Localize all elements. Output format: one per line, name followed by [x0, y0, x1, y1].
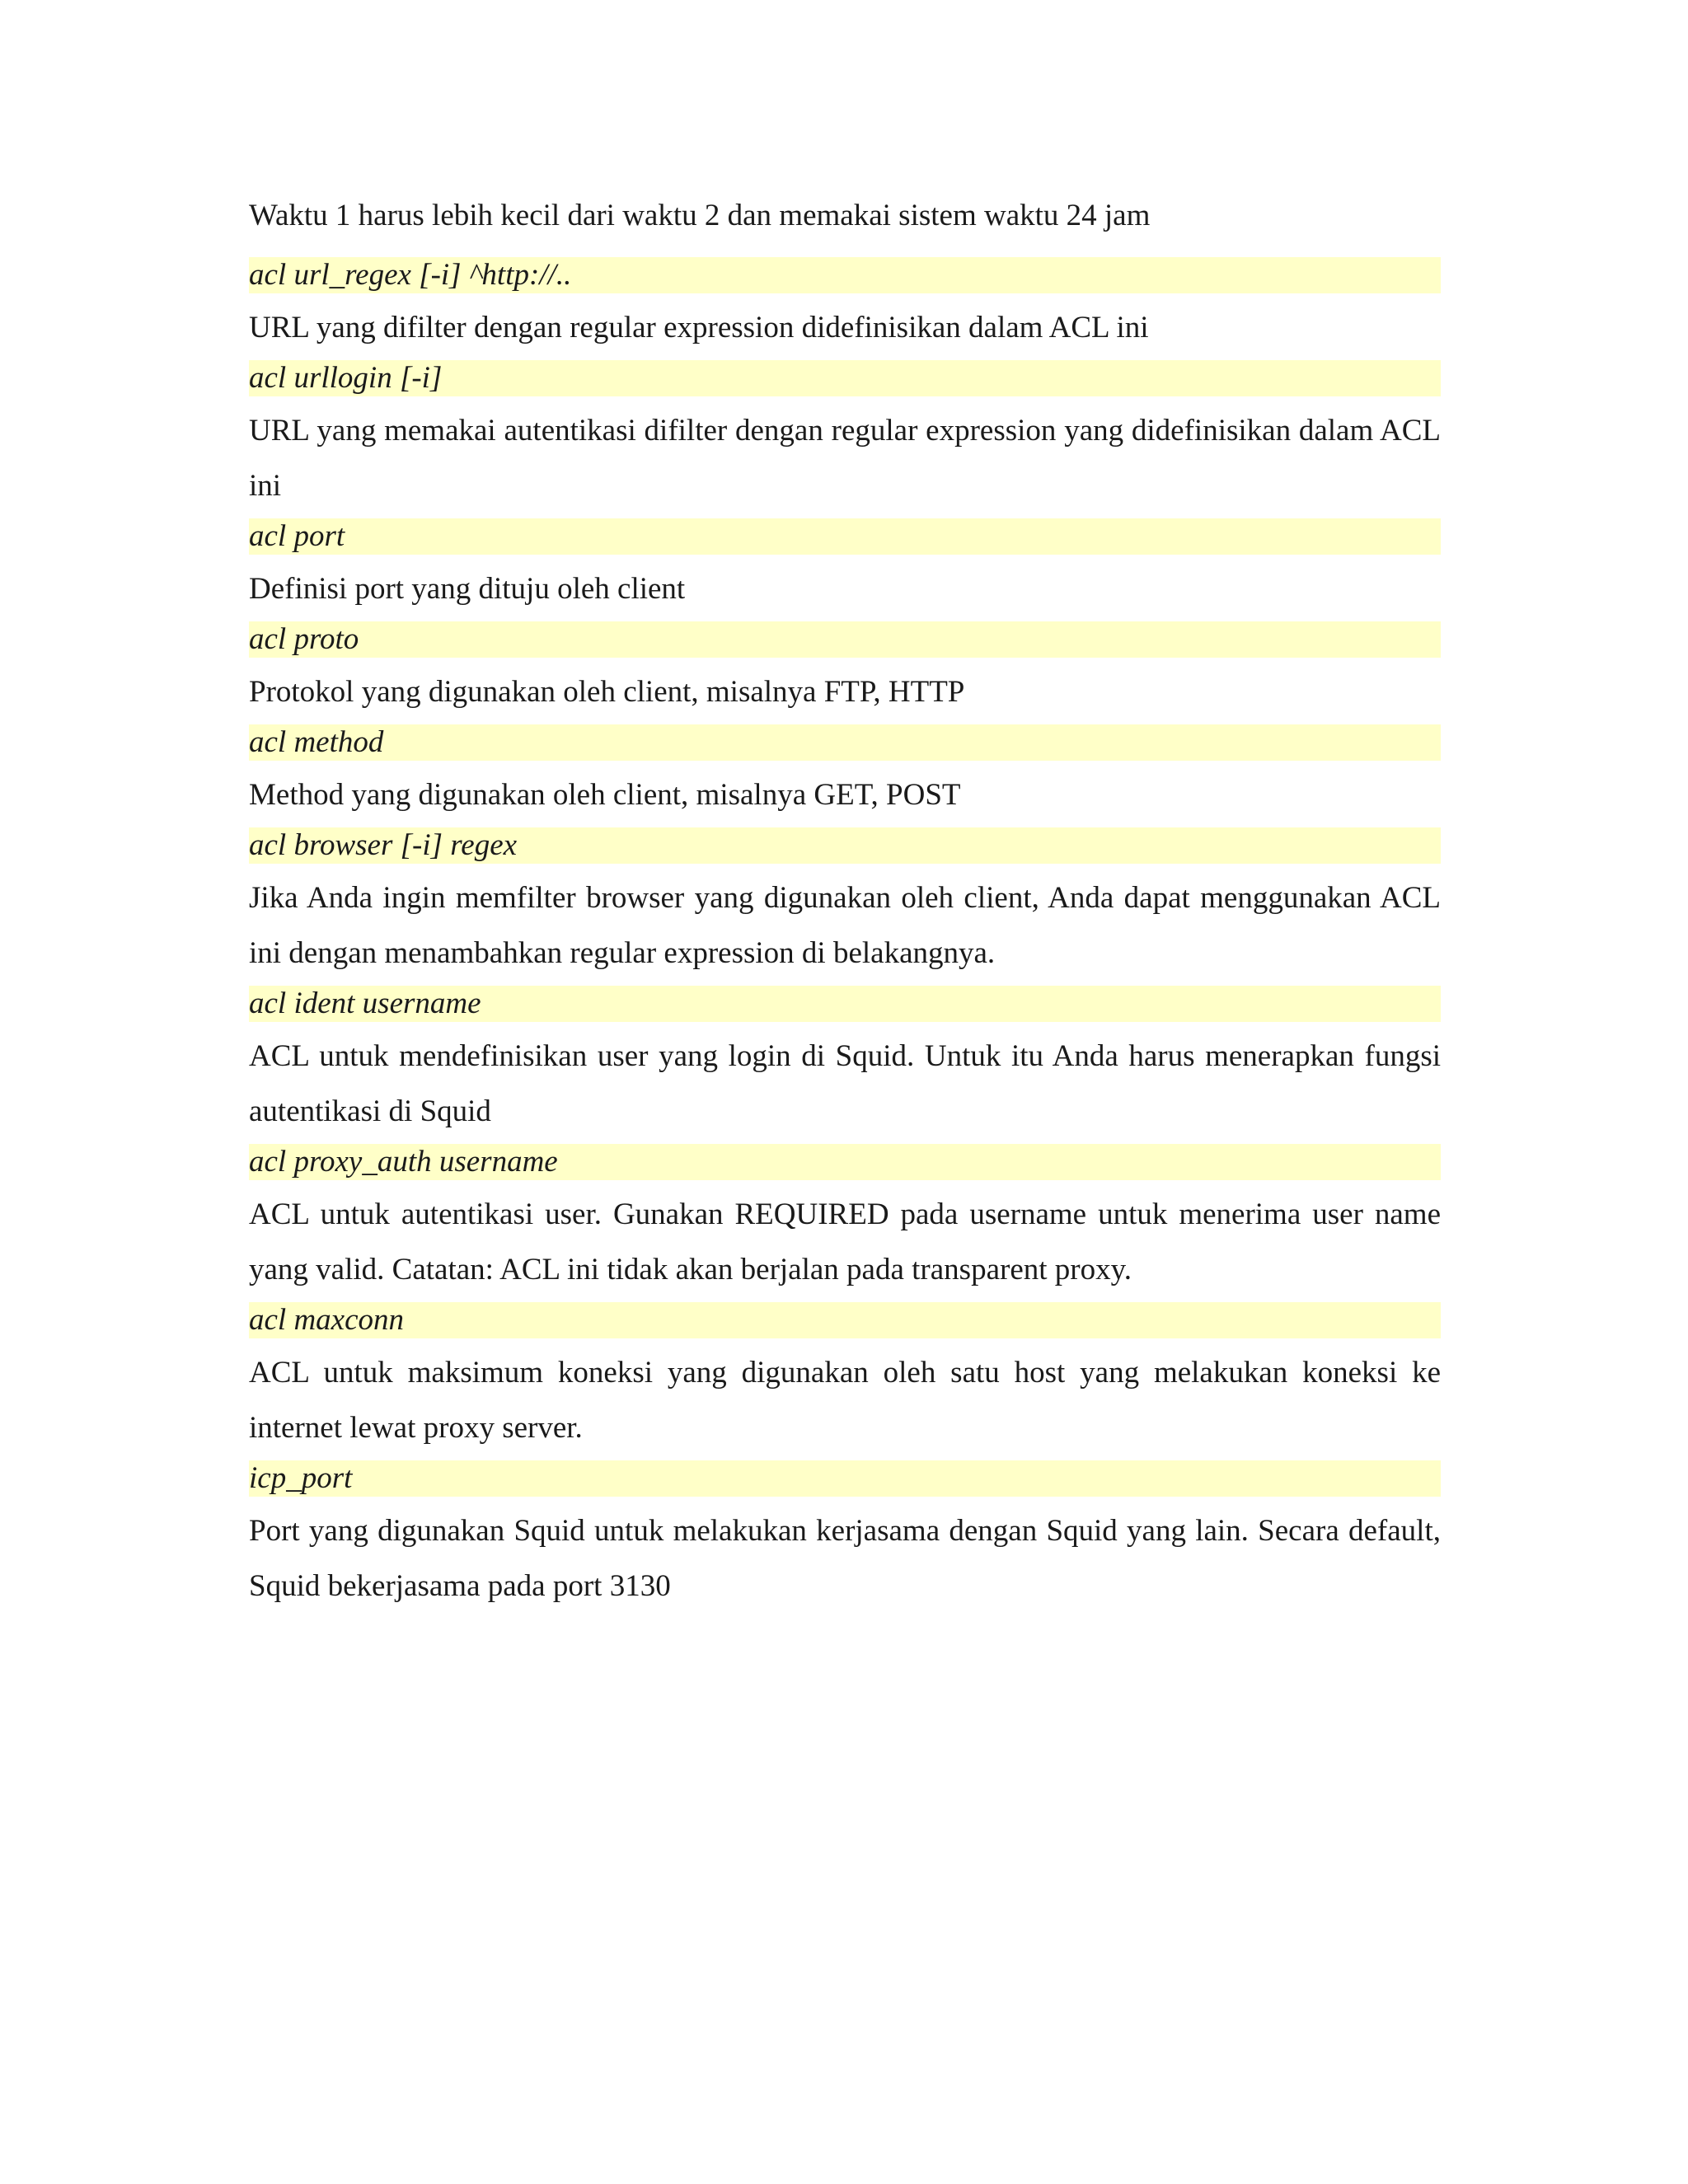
entry-description: Jika Anda ingin memfilter browser yang digunakan oleh client, Anda dapat menggunakan ACL ini dengan menambahkan regular expression di belakangnya.: [249, 881, 1441, 970]
entry-urllogin: [249, 360, 1441, 513]
entry-term: acl url_regex [-i] ^http://..: [249, 257, 1441, 293]
entry-description: URL yang memakai autentikasi difilter dengan regular expression yang didefinisikan dalam ACL ini: [249, 414, 1441, 503]
entry-port: [249, 518, 1441, 616]
entry-term: acl urllogin [-i]: [249, 360, 1441, 396]
entry-term: acl port: [249, 518, 1441, 555]
entry-term: acl method: [249, 724, 1441, 761]
entry-description: ACL untuk autentikasi user. Gunakan REQUIRED pada username untuk menerima user name yang valid. Catatan: ACL ini tidak akan berjalan pada transparent proxy.: [249, 1197, 1441, 1286]
entry-browser: [249, 827, 1441, 981]
intro-paragraph: Waktu 1 harus lebih kecil dari waktu 2 dan memakai sistem waktu 24 jam: [249, 199, 1151, 232]
entry-description: ACL untuk mendefinisikan user yang login di Squid. Untuk itu Anda harus menerapkan fungsi autentikasi di Squid: [249, 1039, 1441, 1128]
entry-description: Port yang digunakan Squid untuk melakukan kerjasama dengan Squid yang lain. Secara default, Squid bekerjasama pada port 3130: [249, 1514, 1441, 1603]
entry-url-regex: [249, 257, 1441, 355]
entry-description: ACL untuk maksimum koneksi yang digunakan oleh satu host yang melakukan koneksi ke internet lewat proxy server.: [249, 1356, 1441, 1445]
entry-description: URL yang difilter dengan regular expression didefinisikan dalam ACL ini: [249, 311, 1149, 344]
entry-proxy-auth: [249, 1144, 1441, 1297]
entry-description: Protokol yang digunakan oleh client, misalnya FTP, HTTP: [249, 675, 965, 709]
document-body: [249, 194, 1441, 1619]
entry-term: acl maxconn: [249, 1302, 1441, 1338]
entry-term: acl ident username: [249, 986, 1441, 1022]
entry-method: [249, 724, 1441, 823]
entry-term: acl proxy_auth username: [249, 1144, 1441, 1180]
entry-term: acl proto: [249, 621, 1441, 658]
entry-ident: [249, 986, 1441, 1139]
entry-description: Definisi port yang dituju oleh client: [249, 572, 686, 606]
entry-term: icp_port: [249, 1460, 1441, 1497]
entry-term: acl browser [-i] regex: [249, 827, 1441, 864]
entry-maxconn: [249, 1302, 1441, 1455]
entry-proto: [249, 621, 1441, 719]
entry-icp-port: [249, 1460, 1441, 1614]
entry-description: Method yang digunakan oleh client, misalnya GET, POST: [249, 778, 961, 812]
